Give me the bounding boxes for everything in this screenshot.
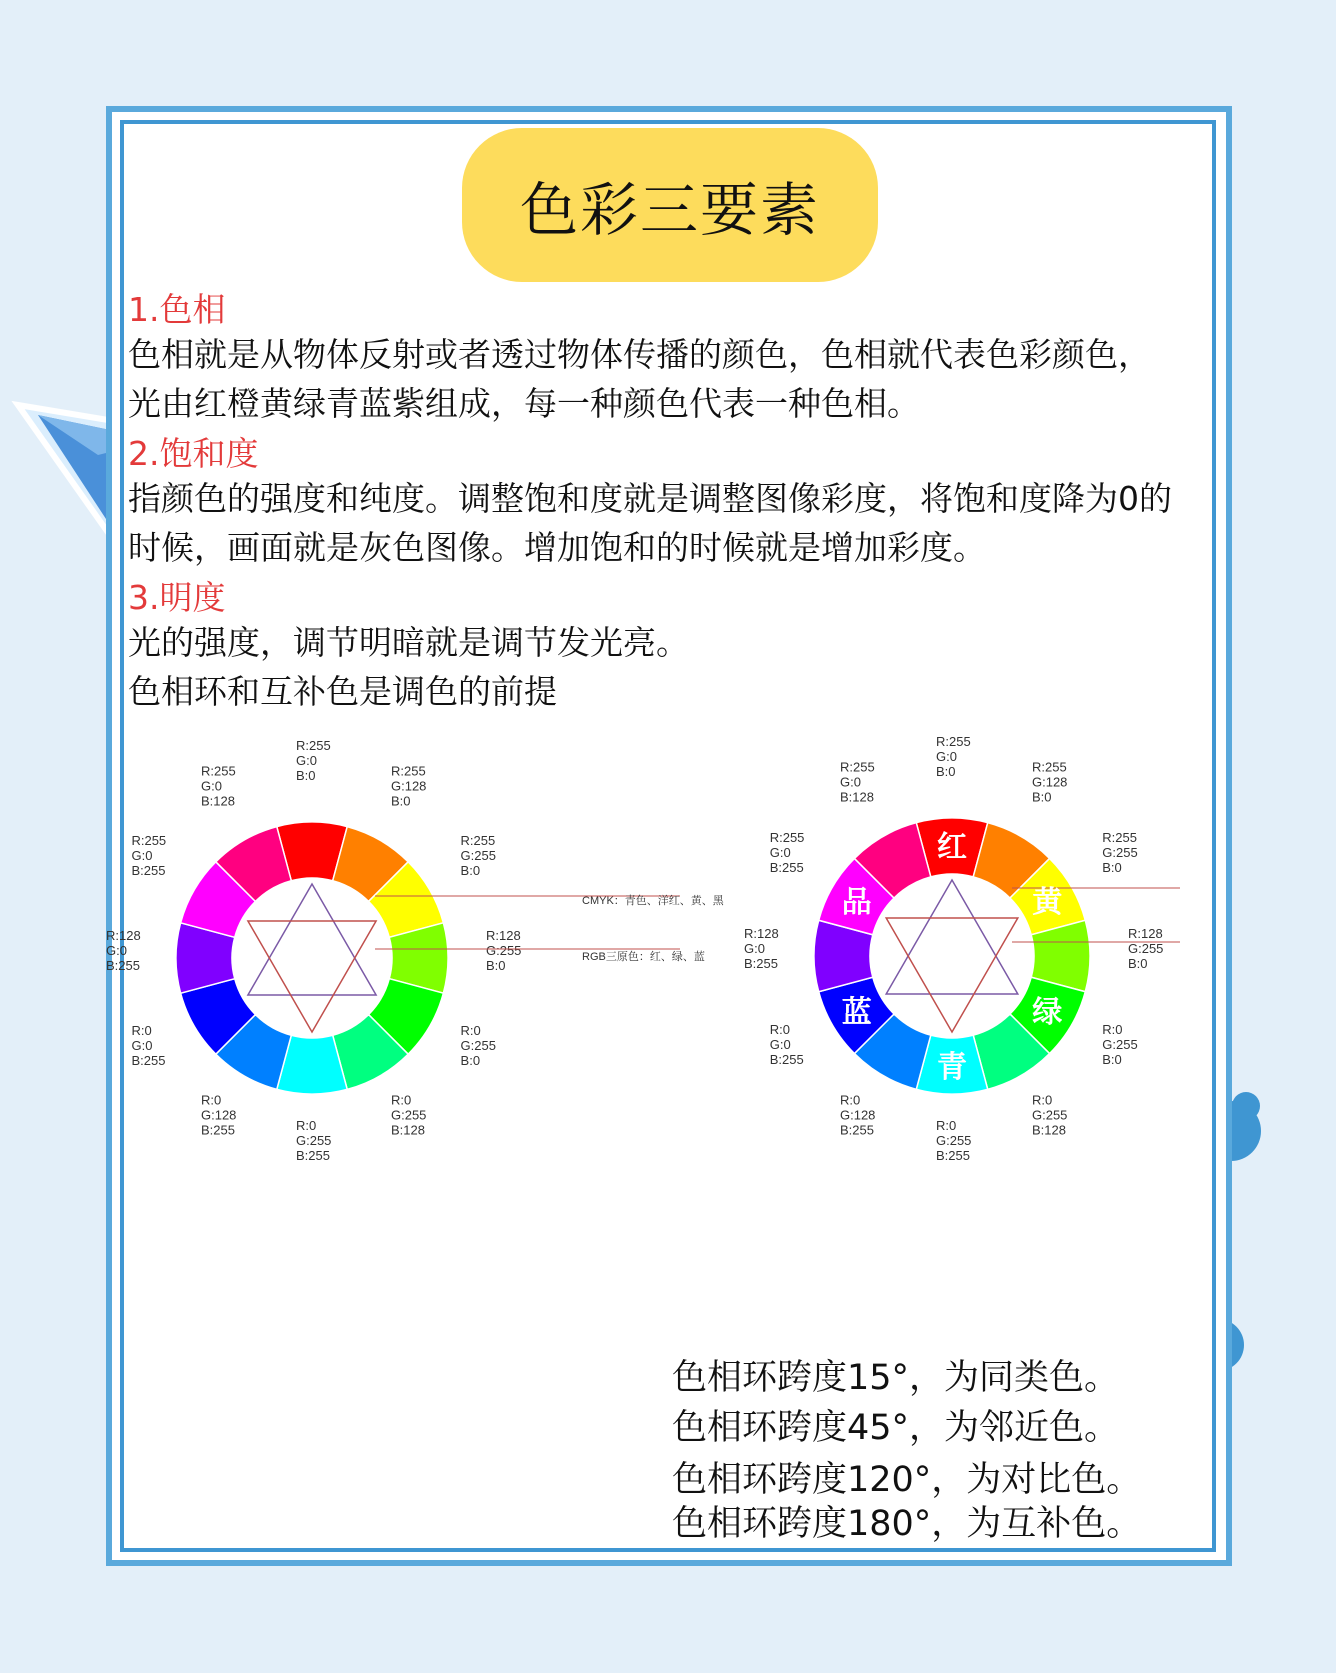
- rgb-label: R:128 G:0 B:255: [744, 926, 779, 971]
- hue-char-label: 蓝: [841, 996, 872, 1029]
- text-line: 光的强度，调节明暗就是调节发光亮。: [128, 623, 689, 662]
- rgb-label: R:255 G:0 B:255: [131, 833, 167, 878]
- hue-char-label: 红: [937, 831, 967, 864]
- rgb-label: R:255 G:128 B:0: [1032, 759, 1068, 805]
- text-line: 指颜色的强度和纯度。调整饱和度就是调整图像彩度，将饱和度降为0的: [128, 479, 1172, 518]
- rgb-label: R:255 G:0 B:0: [936, 734, 971, 779]
- hue-char-label: 绿: [1032, 996, 1063, 1029]
- hue-note-15: 色相环跨度15°，为同类色。: [672, 1358, 1120, 1398]
- section-heading-saturation: 2.饱和度: [128, 434, 259, 473]
- rgb-label: R:255 G:128 B:0: [391, 763, 427, 809]
- rgb-label: R:0 G:0 B:255: [769, 1022, 804, 1067]
- text-line: 光由红橙黄绿青蓝紫组成，每一种颜色代表一种色相。: [128, 384, 920, 423]
- page-title: 色彩三要素: [462, 128, 878, 282]
- rgb-primaries-note: RGB三原色：红、绿、蓝: [582, 951, 705, 963]
- rgb-label: R:255 G:0 B:0: [296, 738, 331, 783]
- triangle-up: [886, 880, 1018, 994]
- text-line: 色相环和互补色是调色的前提: [128, 672, 557, 711]
- section-heading-brightness: 3.明度: [128, 578, 226, 617]
- section-text-hue: [128, 330, 1218, 428]
- rgb-label: R:128 G:255 B:0: [1128, 926, 1164, 971]
- rgb-label: R:255 G:255 B:0: [1102, 830, 1138, 875]
- rgb-label: R:128 G:255 B:0: [486, 928, 522, 973]
- hue-note-120: 色相环跨度120°，为对比色。: [672, 1460, 1142, 1500]
- triangle-down: [248, 921, 376, 1032]
- text-line: 时候，画面就是灰色图像。增加饱和的时候就是增加彩度。: [128, 528, 986, 567]
- rgb-label: R:0 G:255 B:0: [1102, 1022, 1138, 1067]
- color-wheel-left: [106, 738, 740, 1200]
- rgb-label: R:0 G:255 B:0: [460, 1023, 496, 1068]
- hue-note-180: 色相环跨度180°，为互补色。: [672, 1504, 1142, 1544]
- rgb-label: R:0 G:128 B:255: [201, 1092, 237, 1138]
- rgb-label: R:255 G:0 B:255: [769, 830, 805, 875]
- hue-char-label: 品: [841, 886, 872, 919]
- rgb-label: R:0 G:255 B:128: [391, 1092, 427, 1138]
- triangle-down: [886, 918, 1018, 1032]
- rgb-label: R:0 G:128 B:255: [840, 1092, 876, 1138]
- section-text-saturation: [128, 474, 1218, 572]
- rgb-label: R:0 G:255 B:128: [1032, 1092, 1068, 1138]
- section-heading-hue: 1.色相: [128, 290, 226, 329]
- hue-note-45: 色相环跨度45°，为邻近色。: [672, 1408, 1120, 1448]
- rgb-label: R:255 G:0 B:128: [201, 763, 236, 809]
- hue-char-label: 黄: [1032, 886, 1063, 919]
- text-line: 色相就是从物体反射或者透过物体传播的颜色，色相就代表色彩颜色，: [128, 335, 1151, 374]
- section-text-brightness: [128, 618, 1218, 716]
- rgb-label: R:255 G:0 B:128: [840, 759, 875, 805]
- rgb-label: R:255 G:255 B:0: [460, 833, 496, 878]
- rgb-label: R:0 G:255 B:255: [296, 1118, 332, 1163]
- rgb-label: R:0 G:0 B:255: [131, 1023, 166, 1068]
- triangle-up: [248, 884, 376, 995]
- color-wheel-right: [744, 734, 1200, 1196]
- rgb-label: R:128 G:0 B:255: [106, 928, 141, 973]
- cmyk-note: CMYK：青色、洋红、黄、黑: [582, 895, 724, 907]
- rgb-label: R:0 G:255 B:255: [936, 1118, 972, 1163]
- hue-char-label: 青: [937, 1051, 967, 1084]
